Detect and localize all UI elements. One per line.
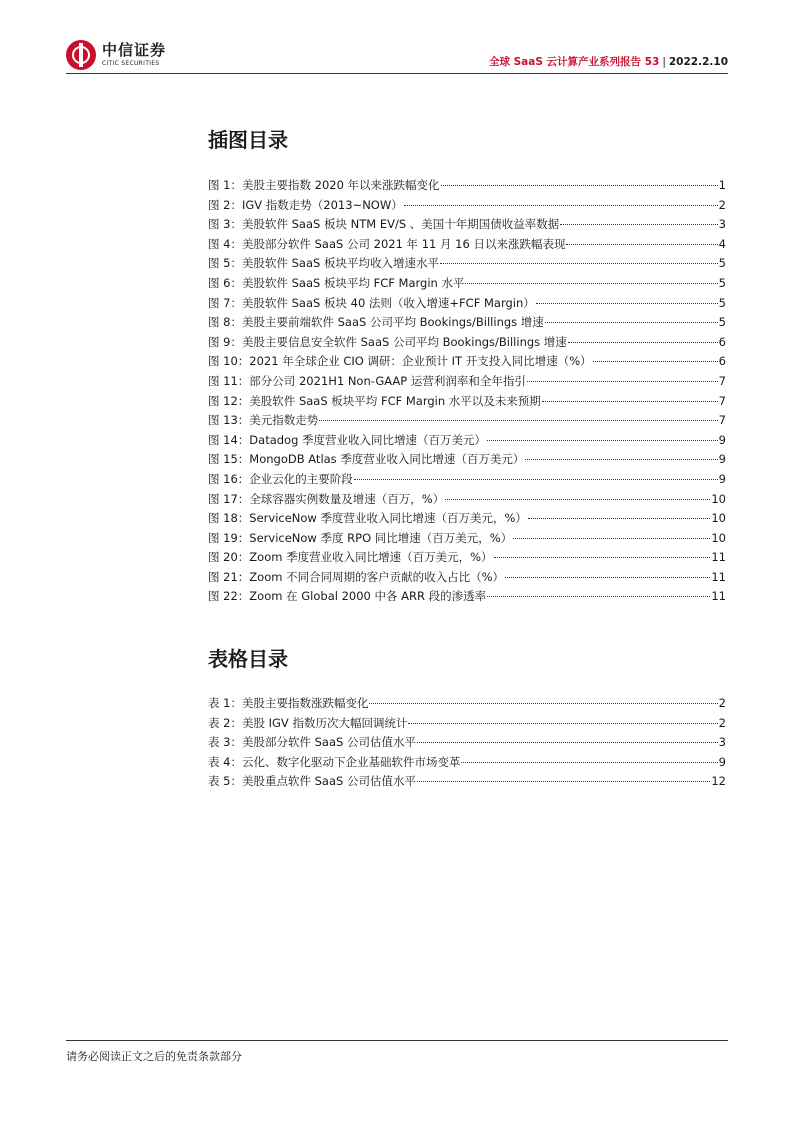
report-date: 2022.2.10 xyxy=(668,56,728,68)
toc-leader-dots xyxy=(513,538,710,539)
toc-entry-page: 7 xyxy=(718,413,726,428)
toc-entry-page: 2 xyxy=(718,715,726,730)
citic-logo xyxy=(66,38,166,72)
toc-leader-dots xyxy=(542,401,718,402)
footer-disclaimer: 请务必阅读正文之后的免责条款部分 xyxy=(66,1050,242,1063)
toc-leader-dots xyxy=(560,224,717,225)
toc-leader-dots xyxy=(369,703,717,704)
toc-entry-label: 图 9：美股主要信息安全软件 SaaS 公司平均 Bookings/Billings 增速 xyxy=(208,334,567,349)
figure-toc-entry[interactable] xyxy=(208,568,726,588)
toc-leader-dots xyxy=(536,303,718,304)
report-series: 全球 SaaS 云计算产业系列报告 53 xyxy=(488,56,660,68)
toc-leader-dots xyxy=(441,185,718,186)
figure-toc-entry[interactable] xyxy=(208,431,726,451)
toc-leader-dots xyxy=(461,762,717,763)
toc-entry-page: 3 xyxy=(718,217,726,232)
figure-toc-entry[interactable] xyxy=(208,411,726,431)
citic-logo-icon xyxy=(66,40,96,70)
toc-leader-dots xyxy=(494,557,711,558)
toc-leader-dots xyxy=(354,479,718,480)
toc-entry-page: 4 xyxy=(718,236,726,251)
figure-toc-entry[interactable] xyxy=(208,313,726,333)
toc-entry-label: 图 19：ServiceNow 季度 RPO 同比增速（百万美元，%） xyxy=(208,530,513,545)
toc-leader-dots xyxy=(545,322,718,323)
figure-toc-entry[interactable] xyxy=(208,254,726,274)
toc-entry-page: 5 xyxy=(718,295,726,310)
logo-cn-text: 中信证券 xyxy=(102,41,167,59)
toc-leader-dots xyxy=(417,742,718,743)
figure-toc-entry[interactable] xyxy=(208,509,726,529)
toc-entry-label: 图 1：美股主要指数 2020 年以来涨跌幅变化 xyxy=(208,178,440,192)
header-divider xyxy=(66,73,728,74)
toc-entry-page: 5 xyxy=(718,256,726,271)
figure-toc-entry[interactable] xyxy=(208,372,726,392)
footer-divider xyxy=(66,1040,728,1041)
toc-entry-page: 6 xyxy=(718,354,726,369)
toc-leader-dots xyxy=(568,342,718,343)
toc-entry-label: 图 4：美股部分软件 SaaS 公司 2021 年 11 月 16 日以来涨跌幅表现 xyxy=(208,236,566,251)
tables-toc-title: 表格目录 xyxy=(208,647,288,671)
toc-entry-label: 图 10：2021 年全球企业 CIO 调研：企业预计 IT 开支投入同比增速（%） xyxy=(208,354,592,369)
toc-entry-label: 表 2：美股 IGV 指数历次大幅回调统计 xyxy=(208,715,408,730)
toc-entry-label: 表 5：美股重点软件 SaaS 公司估值水平 xyxy=(208,774,416,789)
toc-entry-label: 图 16：企业云化的主要阶段 xyxy=(208,471,353,486)
toc-entry-label: 图 2：IGV 指数走势（2013~NOW） xyxy=(208,197,403,212)
toc-entry-label: 图 21：Zoom 不同合同周期的客户贡献的收入占比（%） xyxy=(208,569,505,584)
toc-entry-page: 9 xyxy=(718,471,726,486)
toc-leader-dots xyxy=(593,361,718,362)
toc-entry-page: 7 xyxy=(718,393,726,408)
toc-entry-label: 图 11：部分公司 2021H1 Non-GAAP 运营利润率和全年指引 xyxy=(208,373,526,388)
figure-toc-entry[interactable] xyxy=(208,392,726,412)
toc-leader-dots xyxy=(487,440,718,441)
figure-toc-entry[interactable] xyxy=(208,333,726,353)
table-toc-entry[interactable] xyxy=(208,694,726,714)
toc-entry-page: 5 xyxy=(718,275,726,290)
table-toc-entry[interactable] xyxy=(208,714,726,734)
toc-entry-label: 图 17：全球容器实例数量及增速（百万，%） xyxy=(208,491,445,506)
toc-entry-label: 图 22：Zoom 在 Global 2000 中各 ARR 段的渗透率 xyxy=(208,589,487,604)
toc-entry-label: 图 15：MongoDB Atlas 季度营业收入同比增速（百万美元） xyxy=(208,452,525,467)
figure-toc-entry[interactable] xyxy=(208,548,726,568)
figure-toc-entry[interactable] xyxy=(208,215,726,235)
toc-leader-dots xyxy=(525,459,717,460)
toc-leader-dots xyxy=(408,723,717,724)
toc-entry-page: 11 xyxy=(711,569,726,584)
page-header xyxy=(66,38,728,74)
toc-entry-page: 9 xyxy=(718,432,726,447)
title-separator: | xyxy=(662,56,666,68)
figures-toc-list xyxy=(208,176,726,607)
tables-toc-list xyxy=(208,694,726,792)
toc-entry-label: 图 20：Zoom 季度营业收入同比增速（百万美元，%） xyxy=(208,550,493,565)
toc-leader-dots xyxy=(440,263,718,264)
figures-toc-title: 插图目录 xyxy=(208,128,288,152)
figure-toc-entry[interactable] xyxy=(208,587,726,607)
toc-entry-page: 11 xyxy=(711,589,726,604)
toc-entry-page: 3 xyxy=(718,735,726,750)
toc-entry-label: 图 12：美股软件 SaaS 板块平均 FCF Margin 水平以及未来预期 xyxy=(208,393,541,408)
figure-toc-entry[interactable] xyxy=(208,235,726,255)
figure-toc-entry[interactable] xyxy=(208,352,726,372)
toc-entry-label: 图 13：美元指数走势 xyxy=(208,413,319,428)
toc-entry-label: 图 18：ServiceNow 季度营业收入同比增速（百万美元，%） xyxy=(208,511,527,526)
figure-toc-entry[interactable] xyxy=(208,274,726,294)
logo-en-text: CITIC SECURITIES xyxy=(102,60,160,67)
toc-leader-dots xyxy=(527,381,718,382)
toc-entry-page: 5 xyxy=(718,315,726,330)
toc-entry-page: 10 xyxy=(711,530,726,545)
toc-entry-page: 2 xyxy=(718,197,726,212)
toc-entry-page: 2 xyxy=(718,696,726,710)
toc-entry-page: 12 xyxy=(711,774,726,789)
toc-leader-dots xyxy=(404,205,718,206)
toc-entry-page: 6 xyxy=(718,334,726,349)
toc-entry-page: 9 xyxy=(718,754,726,769)
table-toc-entry[interactable] xyxy=(208,772,726,792)
toc-leader-dots xyxy=(566,244,717,245)
toc-entry-label: 图 5：美股软件 SaaS 板块平均收入增速水平 xyxy=(208,256,439,271)
toc-leader-dots xyxy=(465,283,717,284)
toc-entry-label: 表 4：云化、数字化驱动下企业基础软件市场变革 xyxy=(208,754,461,769)
toc-entry-page: 11 xyxy=(711,550,726,565)
toc-entry-page: 10 xyxy=(711,491,726,506)
toc-leader-dots xyxy=(487,596,710,597)
toc-entry-page: 9 xyxy=(718,452,726,467)
figure-toc-entry[interactable] xyxy=(208,470,726,490)
toc-entry-label: 表 3：美股部分软件 SaaS 公司估值水平 xyxy=(208,735,416,750)
figure-toc-entry[interactable] xyxy=(208,176,726,196)
toc-entry-label: 图 7：美股软件 SaaS 板块 40 法则（收入增速+FCF Margin） xyxy=(208,295,535,310)
toc-entry-page: 7 xyxy=(718,373,726,388)
table-toc-entry[interactable] xyxy=(208,733,726,753)
toc-leader-dots xyxy=(445,499,710,500)
figure-toc-entry[interactable] xyxy=(208,450,726,470)
toc-entry-label: 图 14：Datadog 季度营业收入同比增速（百万美元） xyxy=(208,432,487,447)
figure-toc-entry[interactable] xyxy=(208,294,726,314)
figure-toc-entry[interactable] xyxy=(208,196,726,216)
table-toc-entry[interactable] xyxy=(208,753,726,773)
toc-leader-dots xyxy=(528,518,710,519)
toc-entry-page: 10 xyxy=(711,511,726,526)
toc-entry-label: 图 6：美股软件 SaaS 板块平均 FCF Margin 水平 xyxy=(208,275,465,290)
toc-leader-dots xyxy=(505,577,710,578)
toc-entry-label: 图 8：美股主要前端软件 SaaS 公司平均 Bookings/Billings 增速 xyxy=(208,315,544,330)
toc-entry-page: 1 xyxy=(718,178,726,192)
toc-leader-dots xyxy=(417,781,710,782)
report-title xyxy=(489,54,728,69)
toc-entry-label: 图 3：美股软件 SaaS 板块 NTM EV/S 、美国十年期国债收益率数据 xyxy=(208,217,560,232)
figure-toc-entry[interactable] xyxy=(208,529,726,549)
toc-leader-dots xyxy=(319,420,717,421)
toc-entry-label: 表 1：美股主要指数涨跌幅变化 xyxy=(208,696,369,710)
figure-toc-entry[interactable] xyxy=(208,490,726,510)
